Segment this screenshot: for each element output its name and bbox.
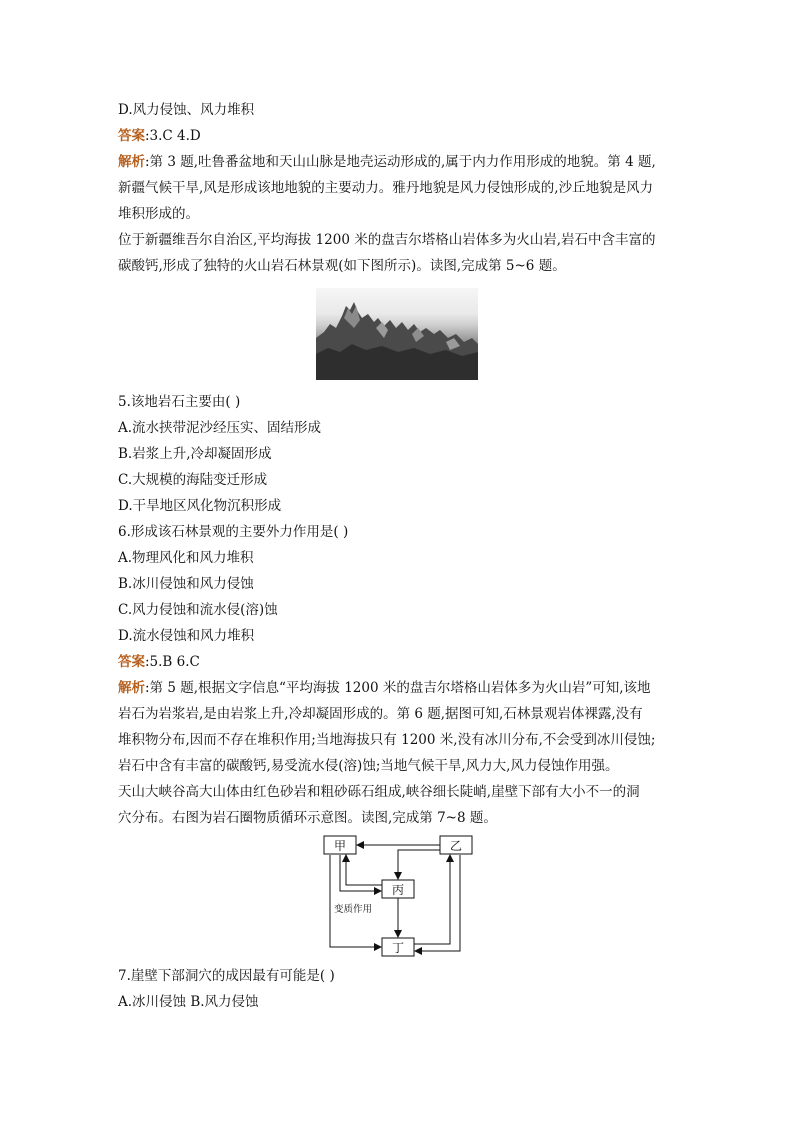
explanation-5-6-line1: 解析:第 5 题,根据文字信息“平均海拔 1200 米的盘吉尔塔格山岩体多为火山岩”可知,该地 xyxy=(118,680,651,696)
option-4d: D.风力侵蚀、风力堆积 xyxy=(118,102,255,118)
explanation-label: 解析 xyxy=(118,154,145,170)
explanation-label: 解析 xyxy=(118,680,145,696)
option-6c: C.风力侵蚀和流水侵(溶)蚀 xyxy=(118,602,278,618)
option-6a: A.物理风化和风力堆积 xyxy=(118,550,254,566)
rock-silhouette-image xyxy=(316,288,478,380)
passage-7-8-line1: 天山大峡谷高大山体由红色砂岩和粗砂砾石组成,峡谷细长陡峭,崖壁下部有大小不一的洞 xyxy=(118,784,640,800)
metamorphism-label: 变质作用 xyxy=(334,904,373,915)
question-5: 5.该地岩石主要由( ) xyxy=(118,394,241,410)
option-5b: B.岩浆上升,冷却凝固形成 xyxy=(118,446,272,462)
passage-7-8-line2: 穴分布。右图为岩石圈物质循环示意图。读图,完成第 7~8 题。 xyxy=(118,810,497,826)
answer-label: 答案 xyxy=(118,654,145,670)
rock-cycle-diagram xyxy=(318,834,478,962)
explanation-5-6-line3: 堆积物分布,因而不存在堆积作用;当地海拔只有 1200 米,没有冰川分布,不会受到冰川侵蚀; xyxy=(118,732,656,748)
answer-label: 答案 xyxy=(118,128,145,144)
answer-3-4 xyxy=(118,126,688,146)
explanation-5-6-line2: 岩石为岩浆岩,是由岩浆上升,冷却凝固形成的。第 6 题,据图可知,石林景观岩体裸露,没有 xyxy=(118,706,643,722)
explanation-3-4-line2: 新疆气候干旱,风是形成该地地貌的主要动力。雅丹地貌是风力侵蚀形成的,沙丘地貌是风力 xyxy=(118,180,654,196)
passage-5-6-line2: 碳酸钙,形成了独特的火山岩石林景观(如下图所示)。读图,完成第 5~6 题。 xyxy=(118,258,566,274)
question-7: 7.崖壁下部洞穴的成因最有可能是( ) xyxy=(118,968,335,984)
label-bing: 丙 xyxy=(391,883,405,897)
answer-value: :3.C 4.D xyxy=(145,128,201,144)
answer-5-6 xyxy=(118,652,688,672)
option-6b: B.冰川侵蚀和风力侵蚀 xyxy=(118,576,254,592)
option-5c: C.大规模的海陆变迁形成 xyxy=(118,472,268,488)
option-5d: D.干旱地区风化物沉积形成 xyxy=(118,498,282,514)
explanation-3-4-line3: 堆积形成的。 xyxy=(118,206,199,222)
option-5a: A.流水挟带泥沙经压实、固结形成 xyxy=(118,420,322,436)
label-yi: 乙 xyxy=(449,839,463,853)
question-6: 6.形成该石林景观的主要外力作用是( ) xyxy=(118,524,349,540)
option-6d: D.流水侵蚀和风力堆积 xyxy=(118,628,255,644)
label-ding: 丁 xyxy=(391,941,405,955)
explanation-3-4-line1: 解析:第 3 题,吐鲁番盆地和天山山脉是地壳运动形成的,属于内力作用形成的地貌。第 4 题, xyxy=(118,154,656,170)
explanation-5-6-line4: 岩石中含有丰富的碳酸钙,易受流水侵(溶)蚀;当地气候干旱,风力大,风力侵蚀作用强。 xyxy=(118,758,619,774)
answer-value: :5.B 6.C xyxy=(145,654,200,670)
options-7ab: A.冰川侵蚀 B.风力侵蚀 xyxy=(118,994,259,1010)
passage-5-6-line1: 位于新疆维吾尔自治区,平均海拔 1200 米的盘吉尔塔格山岩体多为火山岩,岩石中含丰富的 xyxy=(118,232,656,248)
volcanic-stone-forest-photo xyxy=(316,288,478,380)
label-jia: 甲 xyxy=(333,839,347,853)
